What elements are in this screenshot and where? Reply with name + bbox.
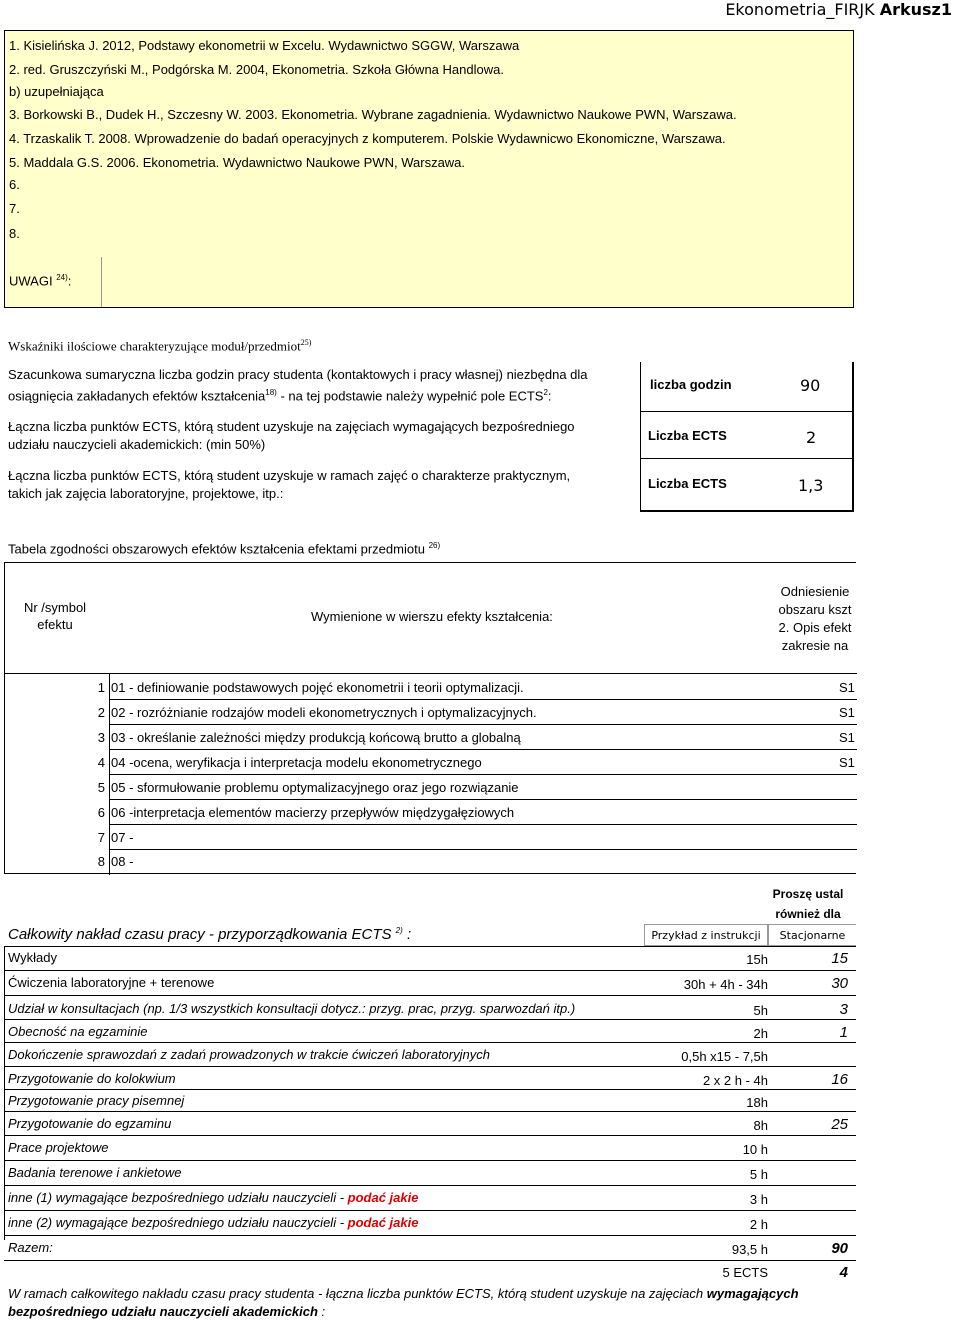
literature-line: 8.: [9, 226, 20, 241]
workload-row: Ćwiczenia laboratoryjne + terenowe 30h + 4h - 34h 30: [8, 975, 848, 992]
uwagi-field[interactable]: [101, 257, 854, 307]
sheet-header: [725, 0, 952, 19]
stationary-value[interactable]: 15: [831, 950, 848, 967]
effects-table-title: Tabela zgodności obszarowych efektów kształcenia efektami przedmiotu $^{26)}$: [8, 541, 441, 557]
total-example: 93,5 h: [731, 1242, 768, 1257]
ects-direct-value[interactable]: 2: [806, 428, 817, 447]
total-label: Razem:: [8, 1240, 53, 1255]
col-header-reference: Odniesienie obszaru kszt 2. Opis efekt zakresie na: [778, 584, 852, 653]
workload-row: inne (2) wymagające bezpośredniego udziału nauczycieli - podać jakie 2 h: [8, 1215, 768, 1232]
literature-line: 1. Kisielińska J. 2012, Podstawy ekonometrii w Excelu. Wydawnictwo SGGW, Warszawa: [9, 38, 520, 53]
literature-line: 6.: [9, 177, 20, 192]
table-row: 4 04 -ocena, weryfikacja i interpretacja modelu ekonometrycznego S1: [97, 755, 855, 770]
ects-direct-label: Liczba ECTS: [648, 428, 727, 443]
col-header-example: Przykład z instrukcji: [644, 924, 768, 946]
literature-line: 4. Trzaskalik T. 2008. Wprowadzenie do badań operacyjnych z komputerem. Polskie Wydawnicwo Ekonomiczne, Warszawa.: [9, 131, 726, 146]
workload-row: Przygotowanie do egzaminu 8h 25: [8, 1116, 848, 1133]
col-header-stationary: Stacjonarne: [768, 924, 856, 946]
workload-row: Dokończenie sprawozdań z zadań prowadzonych w trakcie ćwiczeń laboratoryjnych 0,5h x15 - 7,5h: [8, 1047, 768, 1064]
workload-row: Przygotowanie do kolokwium 2 x 2 h - 4h 16: [8, 1071, 848, 1088]
workload-row: Udział w konsultacjach (np. 1/3 wszystkich konsultacji dotycz.: przyg. prac, przyg. sparwozdań itp.) 5h 3: [8, 1001, 848, 1018]
total-value[interactable]: 90: [831, 1240, 848, 1257]
table-row: 7 07 -: [97, 830, 134, 845]
hours-value[interactable]: 90: [800, 376, 821, 395]
workload-footer: W ramach całkowitego nakładu czasu pracy studenta - łączna liczba punktów ECTS, którą student uzyskuje na zajęciach wymagających bezpośredniego udziału nauczycieli akademickich :: [8, 1286, 799, 1319]
indicator-row-ects-practical: Łączna liczba punktów ECTS, którą student uzyskuje w ramach zajęć o charakterze praktycznym, takich jak zajęcia laboratoryjne, projektowe, itp.:: [8, 468, 571, 501]
indicators-values-box: [640, 362, 854, 512]
workload-row: inne (1) wymagające bezpośredniego udziału nauczycieli - podać jakie 3 h: [8, 1190, 768, 1207]
table-row: 3 03 - określanie zależności między produkcją końcową brutto a globalną S1: [97, 730, 855, 745]
literature-line: 5. Maddala G.S. 2006. Ekonometria. Wydawnictwo Naukowe PWN, Warszawa.: [9, 155, 466, 170]
col-header-effects: Wymienione w wierszu efekty kształcenia:: [311, 609, 553, 624]
table-row: 6 06 -interpretacja elementów macierzy przepływów międzygałęziowych: [97, 805, 515, 820]
ects-example: 5 ECTS: [722, 1265, 768, 1280]
workload-row: Wykłady 15h 15: [8, 950, 848, 967]
table-row: 5 05 - sformułowanie problemu optymalizacyjnego oraz jego rozwiązanie: [97, 780, 519, 795]
ects-practical-label: Liczba ECTS: [648, 476, 727, 491]
stationary-value[interactable]: 3: [839, 1001, 848, 1018]
literature-line: 2. red. Gruszczyński M., Podgórska M. 2004, Ekonometria. Szkoła Główna Handlowa.: [9, 62, 504, 77]
table-row: 8 08 -: [97, 854, 134, 869]
ects-practical-value[interactable]: 1,3: [798, 476, 824, 495]
workload-row: Przygotowanie pracy pisemnej 18h: [8, 1093, 768, 1110]
workload-title: Całkowity nakład czasu pracy - przyporządkowania ECTS $^{2)}$ :: [8, 926, 412, 943]
workload-row: Obecność na egzaminie 2h 1: [8, 1024, 848, 1041]
literature-block: [4, 30, 854, 308]
workload-note: Proszę ustal również dla: [772, 887, 844, 921]
table-row: 1 01 - definiowanie podstawowych pojęć ekonometrii i teorii optymalizacji. S1: [97, 680, 855, 695]
literature-line: 3. Borkowski B., Dudek H., Szczesny W. 2003. Ekonometria. Wybrane zagadnienia. Wydawnictwo Naukowe PWN, Warszawa.: [9, 107, 737, 122]
col-header-symbol: Nr /symbol efektu: [23, 600, 87, 632]
file-name: Ekonometria_FIRJK: [725, 0, 875, 19]
indicators-title: Wskaźniki ilościowe charakteryzujące moduł/przedmiot$^{25)}$: [8, 338, 312, 354]
literature-line: b) uzupełniająca: [9, 84, 104, 99]
effects-table: [4, 562, 856, 874]
stationary-value[interactable]: 30: [831, 975, 848, 992]
stationary-value[interactable]: 25: [831, 1116, 848, 1133]
table-row: 2 02 - rozróżnianie rodzajów modeli ekonometrycznych i optymalizacyjnych. S1: [97, 705, 855, 720]
uwagi-label: UWAGI $^{24)}$:: [9, 273, 72, 289]
stationary-value[interactable]: 16: [831, 1071, 848, 1088]
workload-row: Prace projektowe 10 h: [8, 1140, 768, 1157]
ects-value[interactable]: 4: [839, 1264, 848, 1281]
indicator-row-ects-direct: Łączna liczba punktów ECTS, którą student uzyskuje na zajęciach wymagających bezpośredniego udziału nauczycieli akademickich: (min 50%): [8, 419, 575, 452]
hours-label: liczba godzin: [650, 377, 732, 392]
indicator-row-hours: Szacunkowa sumaryczna liczba godzin pracy studenta (kontaktowych i pracy własnej) niezbędna dla osiągnięcia zakładanych efektów kształcenia$^{18)}$ - na tej podstawie należy wypełnić pole ECTS$^2$:: [8, 367, 588, 404]
stationary-value[interactable]: 1: [839, 1024, 848, 1041]
workload-row: Badania terenowe i ankietowe 5 h: [8, 1165, 768, 1182]
literature-line: 7.: [9, 201, 20, 216]
sheet-name: Arkusz1: [879, 0, 952, 19]
